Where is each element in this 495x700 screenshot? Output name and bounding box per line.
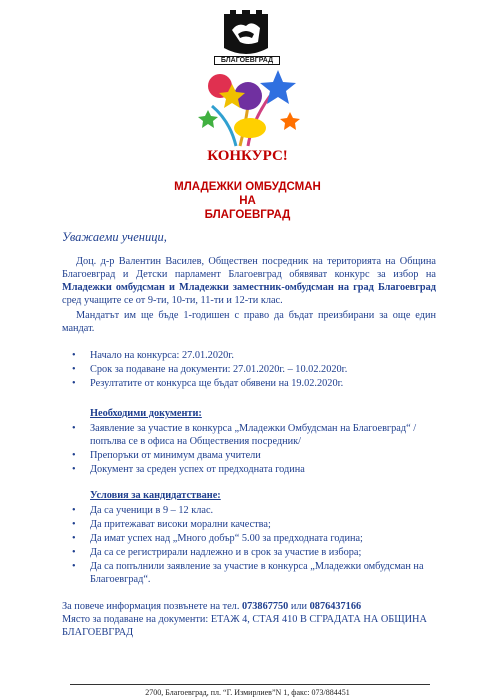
title-line-2: НА <box>239 195 256 207</box>
title-line-3: БЛАГОЕВГРАД <box>204 209 291 221</box>
phone-separator: или <box>288 601 310 612</box>
phone-number-2: 0876437166 <box>309 601 362 612</box>
list-item: • Да са попълнили заявление за участие в конкурса „Младежки омбудсман на Благоевград“. <box>70 560 440 586</box>
documents-list <box>70 422 440 477</box>
conditions-heading: Условия за кандидатстване: <box>90 490 221 501</box>
contest-heading: КОНКУРС! <box>207 148 288 164</box>
intro-text: Доц. д-р Валентин Василев, Обществен посредник на територията на Община Благоевград и Детски парламент Благоевград обявяват конкурс за избор на <box>62 256 436 280</box>
footer-address: 2700, Благоевград, пл. “Г. Измирлиев”N 1, факс: 073/884451 <box>145 688 350 697</box>
municipality-logo <box>218 8 274 66</box>
footer-divider <box>70 684 430 685</box>
intro-bold: Младежки омбудсман и Младежки заместник-омбудсман на град Благоевград <box>62 282 436 293</box>
mandate-paragraph: Мандатът им ще бъде 1-годишен с право да бъдат преизбирани за още един мандат. <box>62 310 436 334</box>
list-item: • Срок за подаване на документи: 27.01.2020г. – 10.02.2020г. <box>70 363 440 376</box>
submission-place: Място за подаване на документи: ЕТАЖ 4, СТАЯ 410 В СГРАДАТА НА ОБЩИНА БЛАГОЕВГРАД <box>62 614 427 638</box>
list-item: • Начало на конкурса: 27.01.2020г. <box>70 349 440 362</box>
logo-caption: БЛАГОЕВГРАД <box>214 56 280 65</box>
list-item: • Препоръки от минимум двама учители <box>70 449 440 462</box>
list-item: • Заявление за участие в конкурса „Младежки Омбудсман на Благоевград“ /попълва се в офиса на Обществения посредник/ <box>70 422 440 448</box>
intro-paragraph <box>62 255 436 307</box>
title-line-1: МЛАДЕЖКИ ОМБУДСМАН <box>174 181 321 193</box>
conditions-list <box>70 504 440 587</box>
phone-number-1: 073867750 <box>241 601 289 612</box>
list-item: • Да притежават високи морални качества; <box>70 518 440 531</box>
stars-balloons-illustration <box>190 66 308 152</box>
list-item: • Документ за среден успех от предходната година <box>70 463 440 476</box>
list-item: • Да са се регистрирали надлежно и в срок за участие в избора; <box>70 546 440 559</box>
list-item: • Резултатите от конкурса ще бъдат обявени на 19.02.2020г. <box>70 377 440 390</box>
documents-heading: Необходими документи: <box>90 408 202 419</box>
list-item: • Да имат успех над „Много добър“ 5.00 за предходната година; <box>70 532 440 545</box>
intro-text-end: сред учащите се от 9-ти, 10-ти, 11-ти и 12-ти клас. <box>62 295 283 306</box>
contact-phone <box>62 600 442 613</box>
phone-prefix: За повече информация позвънете на тел. <box>62 601 242 612</box>
list-item: • Да са ученици в 9 – 12 клас. <box>70 504 440 517</box>
dates-list <box>70 349 440 391</box>
greeting: Уважаеми ученици, <box>62 230 167 244</box>
